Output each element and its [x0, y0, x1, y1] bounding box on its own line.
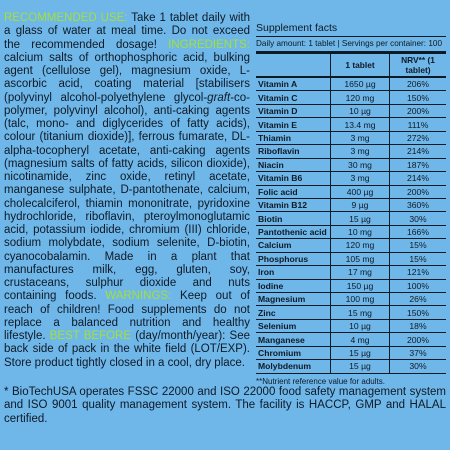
ingredients-text-1: calcium salts of orthophosphoric acid, bulking agent (cellulose gel), magnesium oxide, L-ascorbic acid, coating material [stabilisers (polyvinyl alcohol-polyethylene glycol- [4, 51, 250, 104]
certification-text: * BioTechUSA operates FSSC 22000 and ISO 22000 food safety management system and ISO 9001 quality management system. The facility is HACCP, GMP and HALAL certified. [4, 386, 446, 425]
recommended-use-heading: RECOMMENDED USE: [4, 12, 128, 24]
nutrient-value: 10 mg [331, 225, 390, 238]
table-row [256, 333, 446, 346]
table-row [256, 279, 446, 292]
nutrient-value: 4 mg [331, 333, 390, 346]
nutrient-value: 15 µg [331, 212, 390, 225]
nutrient-nrv: 214% [390, 172, 447, 185]
nutrient-nrv: 206% [390, 77, 447, 91]
best-before-heading: BEST BEFORE [49, 330, 132, 342]
recommended-use-text: Take 1 tablet daily with a glass of water at meal time. Do not exceed the recommended dosage! [4, 12, 250, 51]
nutrient-nrv: 187% [390, 158, 447, 171]
nutrient-name: Vitamin A [256, 77, 331, 91]
nutrient-name: Pantothenic acid [256, 225, 331, 238]
nutrient-name: Manganese [256, 333, 331, 346]
certification-block [4, 386, 446, 426]
nutrient-name: Selenium [256, 319, 331, 332]
table-row [256, 319, 446, 332]
nutrient-nrv: 360% [390, 198, 447, 211]
nutrient-name: Phosphorus [256, 252, 331, 265]
table-row [256, 306, 446, 319]
best-before-text: (day/month/year): See back side of pack in the white field (LOT/EXP). Store product tightly closed in a cool, dry place. [4, 330, 250, 369]
table-row [256, 360, 446, 373]
nutrient-name: Vitamin C [256, 91, 331, 104]
nutrient-nrv: 166% [390, 225, 447, 238]
table-row [256, 91, 446, 104]
ingredients-heading: INGREDIENTS: [168, 38, 250, 51]
nutrient-nrv: 200% [390, 333, 447, 346]
nutrient-value: 10 µg [331, 319, 390, 332]
nutrient-nrv: 100% [390, 279, 447, 292]
nutrient-name: Niacin [256, 158, 331, 171]
nutrient-nrv: 26% [390, 293, 447, 306]
nutrient-nrv: 111% [390, 118, 447, 131]
table-row [256, 77, 446, 91]
header-nrv: NRV** (1 tablet) [390, 54, 447, 77]
nutrient-name: Zinc [256, 306, 331, 319]
nutrient-nrv: 37% [390, 346, 447, 359]
table-body [256, 77, 446, 373]
nutrient-value: 3 mg [331, 131, 390, 144]
daily-amount: Daily amount: 1 tablet | Servings per container: 100 [256, 37, 446, 54]
nutrient-value: 120 mg [331, 239, 390, 252]
nutrient-value: 3 mg [331, 172, 390, 185]
warnings-heading: WARNINGS: [105, 290, 172, 303]
nutrient-name: Iodine [256, 279, 331, 292]
nutrient-name: Riboflavin [256, 145, 331, 158]
nutrient-nrv: 150% [390, 306, 447, 319]
table-row [256, 158, 446, 171]
nutrient-value: 13.4 mg [331, 118, 390, 131]
table-row [256, 225, 446, 238]
nutrient-name: Vitamin E [256, 118, 331, 131]
nutrient-name: Molybdenum [256, 360, 331, 373]
nutrient-name: Biotin [256, 212, 331, 225]
nutrient-nrv: 272% [390, 131, 447, 144]
nutrient-value: 30 mg [331, 158, 390, 171]
header-tablet: 1 tablet [331, 54, 390, 77]
supplement-facts-panel [256, 22, 446, 386]
nutrient-value: 105 mg [331, 252, 390, 265]
nutrient-name: Chromium [256, 346, 331, 359]
nutrient-value: 15 mg [331, 306, 390, 319]
warnings-text: Keep out of reach of children! Food supplements do not replace a balanced nutrition and healthy lifestyle. [4, 290, 250, 342]
nutrient-name: Vitamin D [256, 104, 331, 117]
ingredients-text-2: -co-polymer, polyvinyl alcohol), anti-caking agents (talc, mono- and diglycerides of fatty acids), colour (titanium dioxide)], ferrous fumarate, DL-alpha-tocopheryl acetate, anti-caking agents (magnesium salts of fatty acids, silicon dioxide), nicotinamide, zinc oxide, retinyl acetate, manganese sulphate, D-pantothenate, calcium, cholecalciferol, thiamin mononitrate, pyridoxine hydrochloride, riboflavin, pteroylmonoglutamic acid, potassium iodide, chromium (III) chloride, sodium molybdate, sodium selenite, D-biotin, cyanocobalamin. Made in a plant that manufactures milk, egg, gluten, soy, crustaceans, sulphur dioxide and nuts containing foods. [4, 91, 250, 303]
nutrient-name: Folic acid [256, 185, 331, 198]
table-row [256, 266, 446, 279]
nutrient-nrv: 150% [390, 91, 447, 104]
nutrient-nrv: 214% [390, 145, 447, 158]
directions-block [4, 12, 250, 370]
nutrient-value: 10 µg [331, 104, 390, 117]
nutrient-nrv: 15% [390, 239, 447, 252]
table-row [256, 346, 446, 359]
table-row [256, 118, 446, 131]
nutrient-value: 9 µg [331, 198, 390, 211]
table-row [256, 198, 446, 211]
table-row [256, 131, 446, 144]
table-row [256, 252, 446, 265]
nutrient-name: Thiamin [256, 131, 331, 144]
header-name [256, 54, 331, 77]
nutrient-value: 1650 µg [331, 77, 390, 91]
table-header-row [256, 54, 446, 77]
nutrient-value: 17 mg [331, 266, 390, 279]
nutrient-value: 15 µg [331, 360, 390, 373]
nutrient-nrv: 30% [390, 360, 447, 373]
supplement-facts-table [256, 54, 446, 374]
nrv-footnote: **Nutrient reference value for adults. [256, 376, 385, 386]
table-row [256, 293, 446, 306]
directions-paragraph [4, 12, 250, 370]
nutrient-nrv: 30% [390, 212, 447, 225]
nutrient-value: 120 mg [331, 91, 390, 104]
nutrient-name: Iron [256, 266, 331, 279]
nutrient-name: Vitamin B6 [256, 172, 331, 185]
nutrient-nrv: 200% [390, 104, 447, 117]
table-row [256, 145, 446, 158]
nutrient-value: 3 mg [331, 145, 390, 158]
nutrient-name: Vitamin B12 [256, 198, 331, 211]
table-row [256, 239, 446, 252]
table-row [256, 172, 446, 185]
table-row [256, 185, 446, 198]
nutrient-value: 400 µg [331, 185, 390, 198]
nutrient-name: Magnesium [256, 293, 331, 306]
table-row [256, 104, 446, 117]
supplement-facts-title: Supplement facts [256, 22, 446, 37]
nutrient-value: 100 mg [331, 293, 390, 306]
nutrient-nrv: 200% [390, 185, 447, 198]
nutrient-value: 15 µg [331, 346, 390, 359]
ingredients-italic: graft [207, 91, 231, 104]
nutrient-nrv: 18% [390, 319, 447, 332]
nutrient-name: Calcium [256, 239, 331, 252]
nutrient-nrv: 15% [390, 252, 447, 265]
table-row [256, 212, 446, 225]
nutrient-value: 150 µg [331, 279, 390, 292]
nutrient-nrv: 121% [390, 266, 447, 279]
